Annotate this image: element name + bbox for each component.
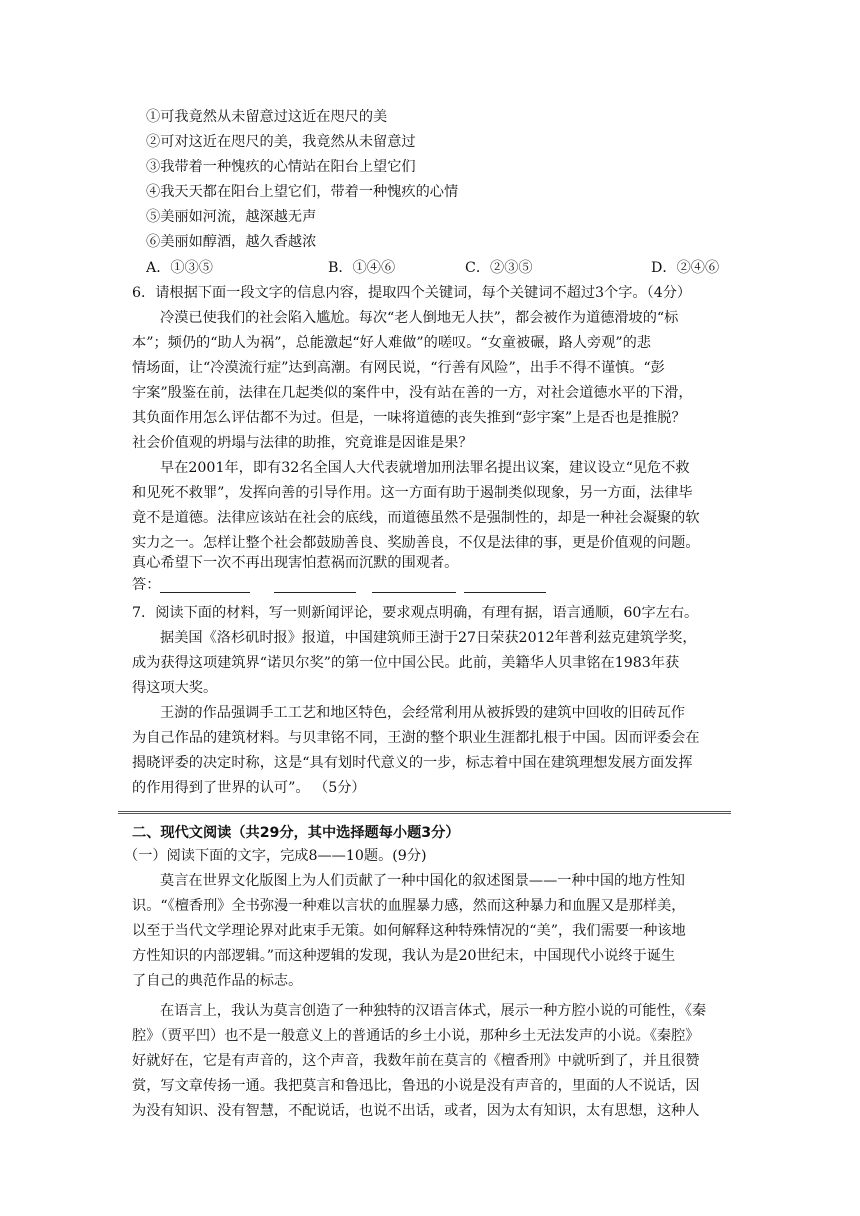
choice-d: D．②④⑥ <box>651 260 720 276</box>
section-2-heading: 二、现代文阅读（共29分，其中选择题每小题3分） <box>132 825 460 841</box>
s2-line-10: 为没有知识、没有智慧，不配说话，也说不出话，或者，因为太有知识，太有思想，这种人 <box>132 1103 700 1119</box>
q7-line-7: 的作用得到了世界的认可”。 （5分） <box>132 780 366 796</box>
question-7-prompt: 7．阅读下面的材料，写一则新闻评论，要求观点明确，有理有据，语言通顺，60字左右。 <box>132 605 699 621</box>
s2-line-4: 方性知识的内部逻辑。”而这种逻辑的发现，我认为是20世纪末，中国现代小说终于诞生 <box>132 948 676 964</box>
s2-line-6: 在语言上，我认为莫言创造了一种独特的汉语言体式，展示一种方腔小说的可能性，《秦 <box>160 1003 707 1019</box>
s2-line-1: 莫言在世界文化版图上为人们贡献了一种中国化的叙述图景——一种中国的地方性知 <box>160 873 685 889</box>
option-1: ①可我竟然从未留意过这近在咫尺的美 <box>146 109 388 125</box>
q6-line-9: 竟不是道德。法律应该站在社会的底线，而道德虽然不是强制性的，却是一种社会凝聚的软 <box>132 510 700 526</box>
section-2-subheading: （一）阅读下面的文字，完成8——10题。(9分) <box>124 848 427 864</box>
q7-line-5: 为自己作品的建筑材料。与贝聿铭不同，王澍的整个职业生涯都扎根于中国。因而评委会在 <box>132 730 700 746</box>
answer-label: 答： <box>132 577 161 593</box>
q7-line-6: 揭晓评委的决定时称，这是“具有划时代意义的一步，标志着中国在建筑理想发展方面发挥 <box>132 755 693 771</box>
choice-b: B．①④⑥ <box>328 260 396 276</box>
s2-line-8: 好就好在，它是有声音的，这个声音，我数年前在莫言的《檀香刑》中就听到了，并且很赞 <box>132 1053 700 1069</box>
s2-line-9: 赏，写文章传扬一通。我把莫言和鲁迅比，鲁迅的小说是没有声音的，里面的人不说话，因 <box>132 1078 700 1094</box>
q6-line-6: 社会价值观的坍塌与法律的助推，究竟谁是因谁是果？ <box>132 435 473 451</box>
option-3: ③我带着一种愧疚的心情站在阳台上望它们 <box>146 159 416 175</box>
q7-line-1: 据美国《洛杉矶时报》报道，中国建筑师王澍于27日荣获2012年普利兹克建筑学奖， <box>160 630 697 646</box>
question-6-prompt: 6．请根据下面一段文字的信息内容，提取四个关键词，每个关键词不超过3个字。（4分） <box>132 285 692 301</box>
section-divider <box>118 811 731 814</box>
q6-line-5: 其负面作用怎么评估都不为过。但是，一味将道德的丧失推到“彭宇案”上是否也是推脱？ <box>132 410 686 426</box>
option-4: ④我天天都在阳台上望它们，带着一种愧疚的心情 <box>146 184 459 200</box>
q6-line-8: 和见死不救罪”，发挥向善的引导作用。这一方面有助于遏制类似现象，另一方面，法律毕 <box>132 485 693 501</box>
q7-line-4: 王澍的作品强调手工工艺和地区特色，会经常利用从被拆毁的建筑中回收的旧砖瓦作 <box>160 705 685 721</box>
s2-line-7: 腔》（贾平凹）也不是一般意义上的普通话的乡土小说，那种乡土无法发声的小说。《秦腔》 <box>132 1028 700 1044</box>
choice-c: C．②③⑤ <box>465 260 533 276</box>
option-2: ②可对这近在咫尺的美，我竟然从未留意过 <box>146 134 416 150</box>
q7-line-2: 成为获得这项建筑界“诺贝尔奖”的第一位中国公民。此前，美籍华人贝聿铭在1983年获 <box>132 655 680 671</box>
answer-blank-2[interactable] <box>274 592 356 593</box>
answer-blank-4[interactable] <box>464 592 546 593</box>
choice-a: A．①③⑤ <box>146 260 213 276</box>
q6-line-7: 早在2001年，即有32名全国人大代表就增加刑法罪名提出议案，建议设立“见危不救 <box>160 460 690 476</box>
answer-blank-1[interactable] <box>160 592 250 593</box>
answer-blanks <box>132 575 582 597</box>
answer-blank-3[interactable] <box>372 592 456 593</box>
answer-choices <box>146 258 736 278</box>
s2-line-2: 识。“《檀香刑》全书弥漫一种难以言状的血腥暴力感，然而这种暴力和血腥又是那样美， <box>132 898 686 914</box>
q6-line-2: 本”；频仍的“助人为祸”，总能激起“好人难做”的嗟叹。“女童被碾，路人旁观”的悲 <box>132 335 651 351</box>
q6-line-3: 情场面，让“冷漠流行症”达到高潮。有网民说，“行善有风险”，出手不得不谨慎。“彭 <box>132 360 665 376</box>
q6-line-11: 真心希望下一次不再出现害怕惹祸而沉默的围观者。 <box>132 555 459 571</box>
s2-line-5: 了自己的典范作品的标志。 <box>132 973 303 989</box>
s2-line-3: 以至于当代文学理论界对此束手无策。如何解释这种特殊情况的“美”，我们需要一种该地 <box>132 923 686 939</box>
q7-line-3: 得这项大奖。 <box>132 680 218 696</box>
q6-line-10: 实力之一。怎样让整个社会都鼓励善良、奖励善良，不仅是法律的事，更是价值观的问题。 <box>132 535 700 551</box>
q6-line-1: 冷漠已使我们的社会陷入尴尬。每次“老人倒地无人扶”，都会被作为道德滑坡的“标 <box>160 310 679 326</box>
option-5: ⑤美丽如河流，越深越无声 <box>146 209 317 225</box>
option-6: ⑥美丽如醇酒，越久香越浓 <box>146 234 317 250</box>
q6-line-4: 宇案”殷鉴在前，法律在几起类似的案件中，没有站在善的一方，对社会道德水平的下滑， <box>132 385 693 401</box>
